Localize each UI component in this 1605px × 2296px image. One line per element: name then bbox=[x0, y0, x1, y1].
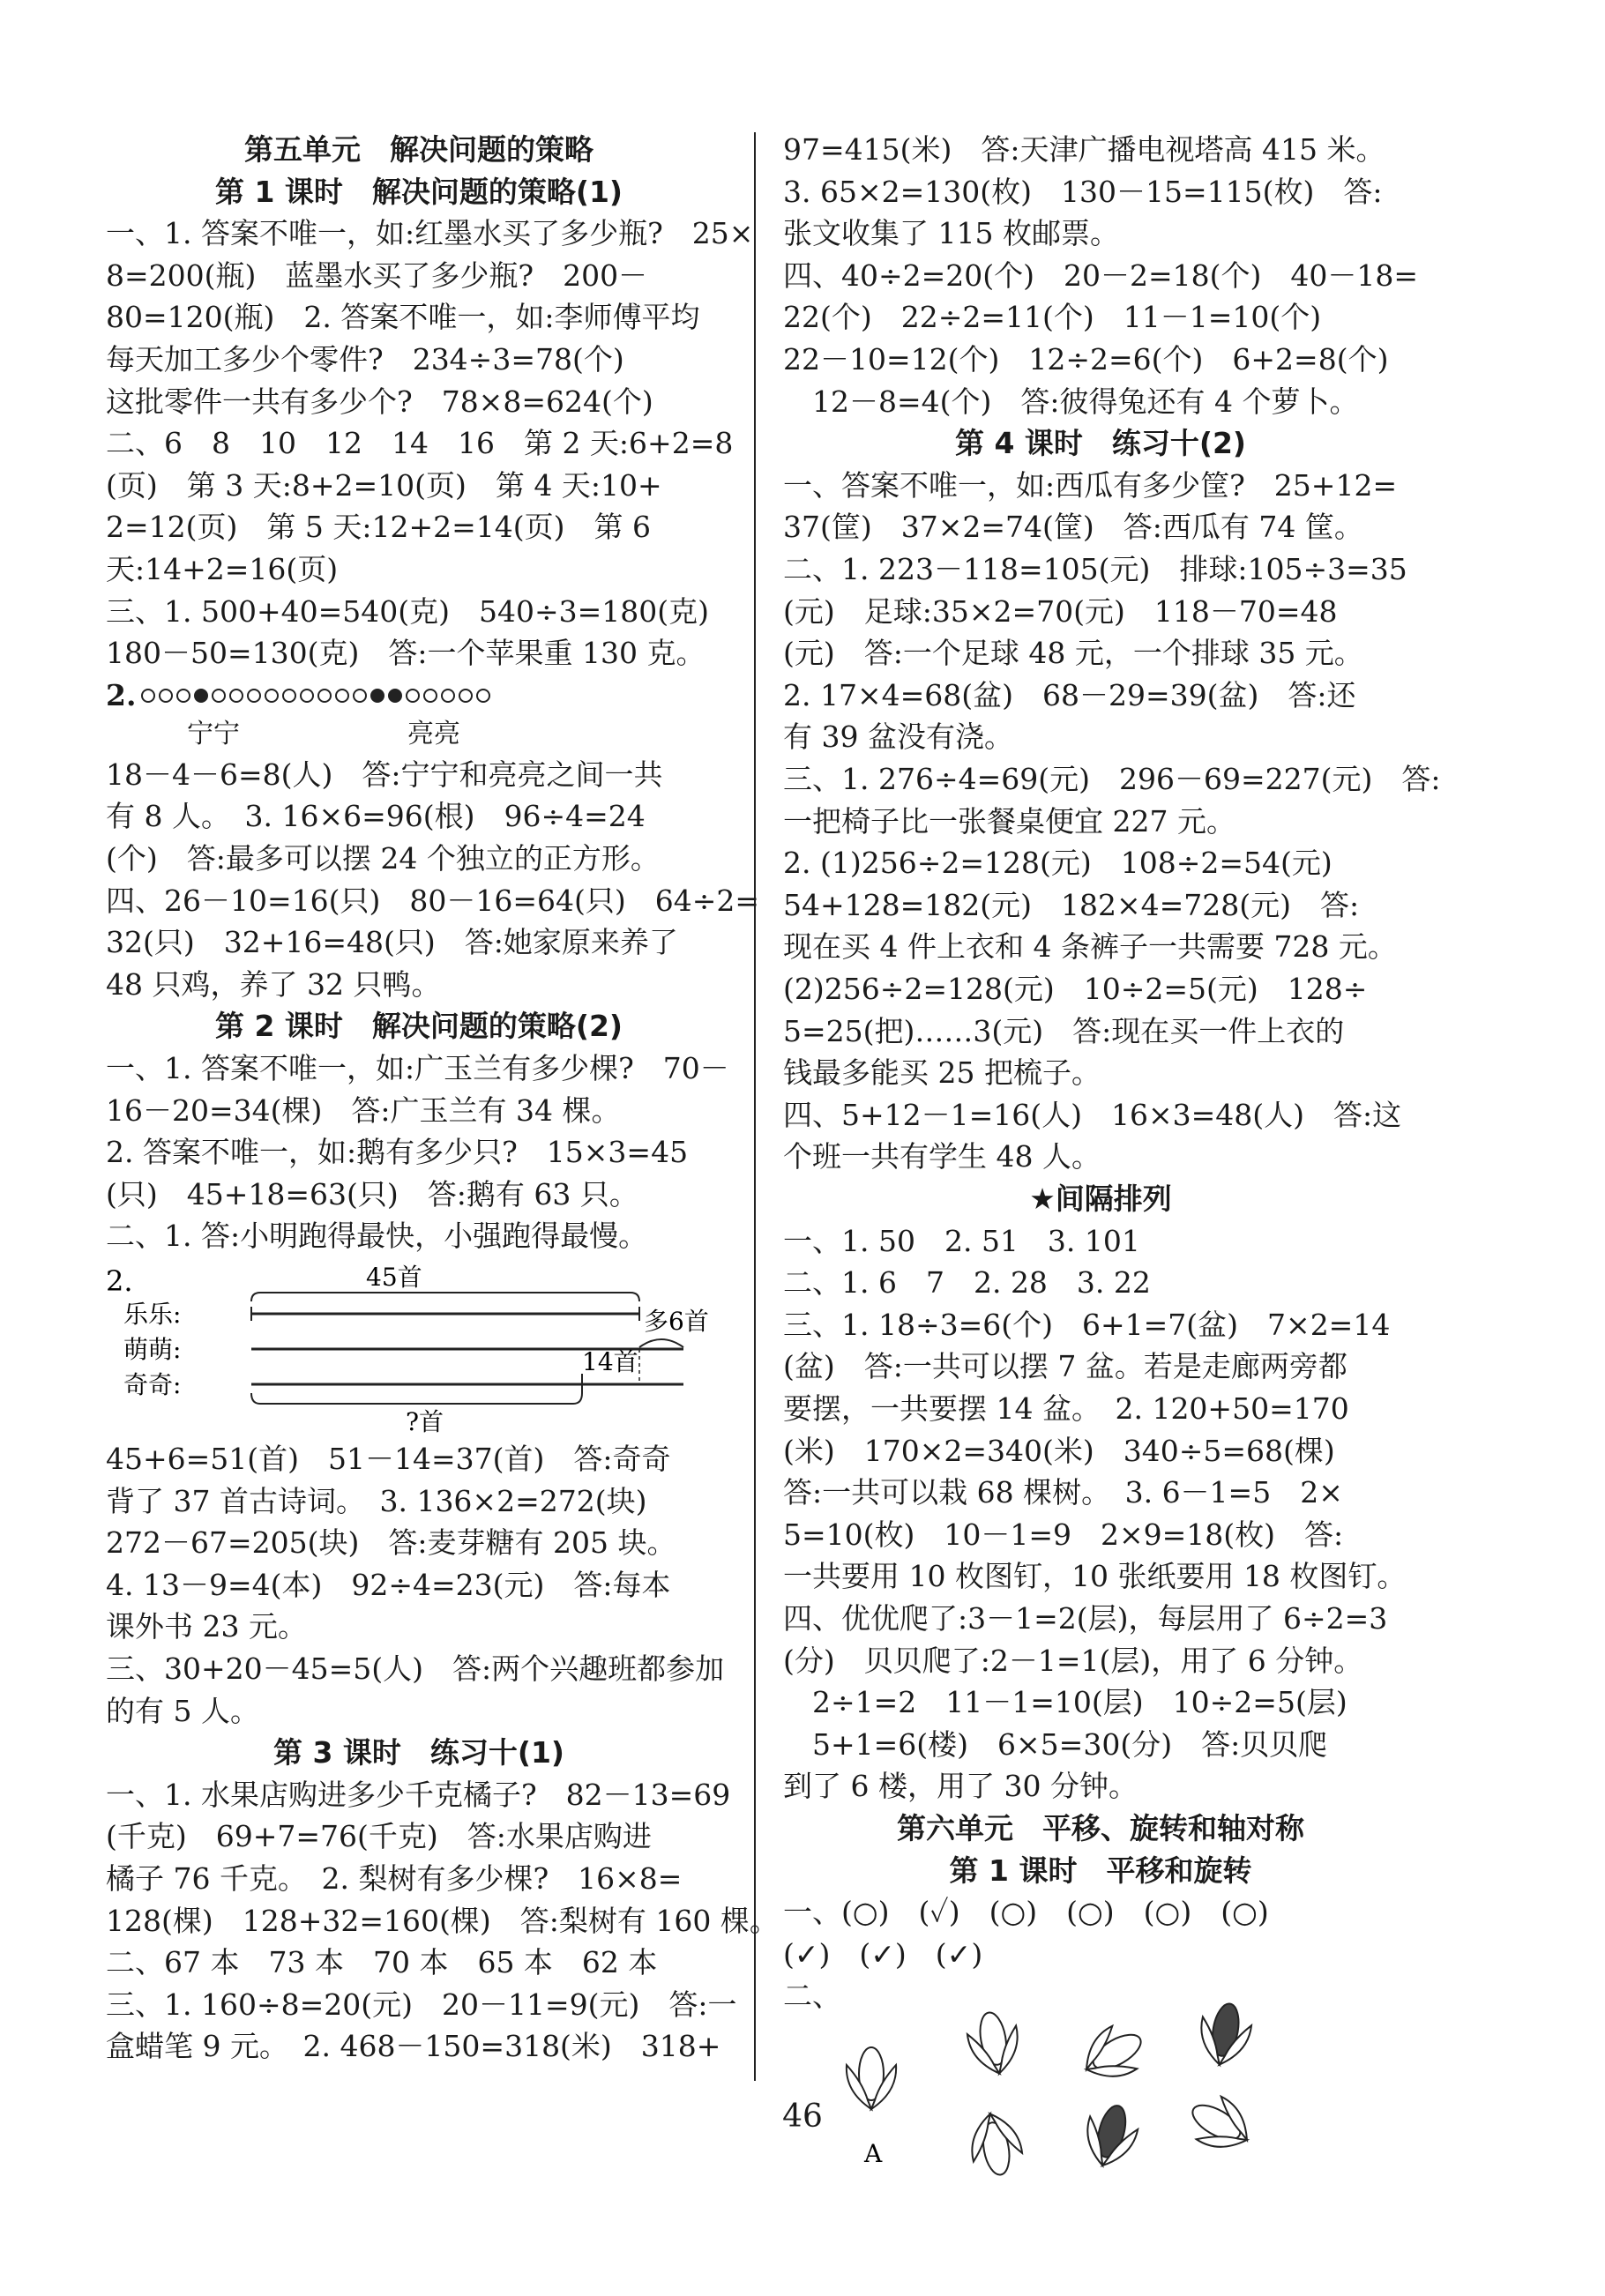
answer-line: (盆) 答:一共可以摆 7 盆。若是走廊两旁都 bbox=[783, 1349, 1347, 1384]
empty-circle bbox=[476, 689, 490, 703]
answer-line: 37(筐) 37×2=74(筐) 答:西瓜有 74 筐。 bbox=[783, 510, 1363, 545]
empty-circle bbox=[441, 689, 455, 703]
empty-circle bbox=[212, 689, 226, 703]
answer-line: 48 只鸡，养了 32 只鸭。 bbox=[106, 966, 441, 1002]
answer-line: 到了 6 楼，用了 30 分钟。 bbox=[783, 1769, 1138, 1804]
empty-circle bbox=[282, 689, 296, 703]
answer-line: (只) 45+18=63(只) 答:鹅有 63 只。 bbox=[106, 1176, 638, 1211]
question-number: 2. bbox=[106, 1264, 133, 1298]
answer-line: 4. 13－9=4(本) 92÷4=23(元) 答:每本 bbox=[106, 1567, 671, 1602]
answer-line: 一把椅子比一张餐桌便宜 227 元。 bbox=[783, 803, 1235, 839]
answer-line: 有 39 盆没有浇。 bbox=[783, 719, 1013, 755]
answer-line: 三、1. 160÷8=20(元) 20－11=9(元) 答:一 bbox=[106, 1987, 737, 2022]
answer-line: 二、67 本 73 本 70 本 65 本 62 本 bbox=[106, 1945, 658, 1980]
answer-line: 要摆，一共要摆 14 盆。 2. 120+50=170 bbox=[783, 1391, 1349, 1426]
name-label: 宁宁 bbox=[187, 718, 240, 749]
answer-line: 22(个) 22÷2=11(个) 11－1=10(个) bbox=[783, 300, 1322, 335]
answer-line: 三、1. 18÷3=6(个) 6+1=7(盆) 7×2=14 bbox=[783, 1307, 1391, 1342]
answer-line: 有 8 人。 3. 16×6=96(根) 96÷4=24 bbox=[106, 799, 646, 834]
answer-line: (2)256÷2=128(元) 10÷2=5(元) 128÷ bbox=[783, 972, 1368, 1006]
figure-label-a: A bbox=[864, 2139, 883, 2168]
answer-line: 45+6=51(首) 51－14=37(首) 答:奇奇 bbox=[106, 1442, 671, 1476]
answer-line: 二、 bbox=[783, 1979, 841, 2014]
answer-line: 答:一共可以栽 68 棵树。 3. 6－1=5 2× bbox=[783, 1475, 1343, 1510]
answer-line: 一共要用 10 枚图钉，10 张纸要用 18 枚图钉。 bbox=[783, 1559, 1407, 1594]
answer-line: 橘子 76 千克。 2. 梨树有多少棵? 16×8= bbox=[106, 1861, 683, 1896]
answer-line: 天:14+2=16(页) bbox=[106, 552, 339, 586]
answer-line: 5=10(枚) 10－1=9 2×9=18(枚) 答: bbox=[783, 1517, 1344, 1552]
answer-line: 每天加工多少个零件? 234÷3=78(个) bbox=[106, 342, 624, 376]
answer-line: 一、1. 答案不唯一，如:广玉兰有多少棵? 70－ bbox=[106, 1051, 729, 1085]
bottom-brace bbox=[251, 1393, 582, 1404]
empty-circle bbox=[406, 689, 420, 703]
empty-circle bbox=[229, 689, 243, 703]
answer-line: 三、30+20－45=5(人) 答:两个兴趣班都参加 bbox=[106, 1651, 725, 1686]
answer-line: (米) 170×2=340(米) 340÷5=68(棵) bbox=[783, 1433, 1335, 1468]
circle-sequence-figure bbox=[106, 678, 723, 749]
answer-line: 18－4－6=8(人) 答:宁宁和亮亮之间一共 bbox=[106, 757, 663, 792]
section-heading: 第 2 课时 解决问题的策略(2) bbox=[214, 1009, 623, 1044]
answer-line: (千克) 69+7=76(千克) 答:水果店购进 bbox=[106, 1819, 652, 1854]
answer-line: 5+1=6(楼) 6×5=30(分) 答:贝贝爬 bbox=[783, 1726, 1328, 1762]
page-number: 46 bbox=[782, 2098, 823, 2135]
answer-line: (分) 贝贝爬了:2－1=1(层)，用了 6 分钟。 bbox=[783, 1643, 1363, 1678]
empty-circle bbox=[247, 689, 261, 703]
total-label: 45首 bbox=[366, 1263, 422, 1292]
answer-line: 张文收集了 115 枚邮票。 bbox=[783, 216, 1119, 251]
answer-line: 这批零件一共有多少个? 78×8=624(个) bbox=[106, 384, 653, 419]
empty-circle bbox=[335, 689, 349, 703]
section-heading: 第六单元 平移、旋转和轴对称 bbox=[897, 1811, 1304, 1845]
row-label-lele: 乐乐: bbox=[123, 1300, 182, 1329]
answer-line: 二、1. 6 7 2. 28 3. 22 bbox=[783, 1265, 1151, 1301]
minus-label: 14首 bbox=[582, 1347, 638, 1376]
answer-line: 2. 答案不唯一，如:鹅有多少只? 15×3=45 bbox=[106, 1135, 689, 1170]
empty-circle bbox=[176, 689, 190, 703]
answer-line: 2. 17×4=68(盆) 68－29=39(盆) 答:还 bbox=[783, 677, 1356, 712]
answer-line: 钱最多能买 25 把梳子。 bbox=[783, 1055, 1101, 1091]
answer-line: 二、1. 答:小明跑得最快，小强跑得最慢。 bbox=[106, 1219, 648, 1254]
corn-icon bbox=[964, 2009, 1024, 2078]
answer-line: 一、答案不唯一，如:西瓜有多少筐? 25+12= bbox=[783, 467, 1398, 503]
empty-circle bbox=[265, 689, 279, 703]
empty-circle bbox=[317, 689, 332, 703]
answer-line: 三、1. 500+40=540(克) 540÷3=180(克) bbox=[106, 593, 710, 629]
top-brace bbox=[251, 1293, 639, 1301]
answer-line: (✓) (✓) (✓) bbox=[783, 1936, 983, 1972]
answer-line: 2. (1)256÷2=128(元) 108÷2=54(元) bbox=[783, 846, 1333, 881]
answer-line: 80=120(瓶) 2. 答案不唯一，如:李师傅平均 bbox=[106, 300, 700, 335]
answer-line: 三、1. 276÷4=69(元) 296－69=227(元) 答: bbox=[783, 762, 1441, 796]
answer-line: 32(只) 32+16=48(只) 答:她家原来养了 bbox=[106, 925, 678, 960]
diagram-svg bbox=[106, 1261, 723, 1437]
corn-icon bbox=[1074, 2017, 1153, 2091]
answer-line: 四、5+12－1=16(人) 16×3=48(人) 答:这 bbox=[783, 1097, 1402, 1132]
answer-line: 盒蜡笔 9 元。 2. 468－150=318(米) 318+ bbox=[106, 2029, 721, 2064]
answer-line: 课外书 23 元。 bbox=[106, 1609, 307, 1644]
answer-line: (页) 第 3 天:8+2=10(页) 第 4 天:10+ bbox=[106, 467, 662, 503]
more-brace bbox=[639, 1339, 683, 1347]
answer-line: 128(棵) 128+32=160(棵) 答:梨树有 160 棵。 bbox=[106, 1903, 779, 1938]
answer-line: (个) 答:最多可以摆 24 个独立的正方形。 bbox=[106, 841, 660, 876]
empty-circle bbox=[159, 689, 173, 703]
question-number: 2. bbox=[106, 677, 137, 712]
answer-line: 180－50=130(克) 答:一个苹果重 130 克。 bbox=[106, 636, 705, 671]
answer-line: 一、1. 答案不唯一，如:红墨水买了多少瓶? 25× bbox=[106, 216, 754, 251]
line-segment-diagram bbox=[106, 1261, 723, 1437]
filled-circle bbox=[194, 689, 208, 703]
empty-circle bbox=[141, 689, 155, 703]
filled-circle bbox=[388, 689, 402, 703]
answer-line: 一、1. 50 2. 51 3. 101 bbox=[783, 1223, 1140, 1258]
answer-line: 一、1. 水果店购进多少千克橘子? 82－13=69 bbox=[106, 1777, 731, 1812]
answer-line: 四、26－10=16(只) 80－16=64(只) 64÷2= bbox=[106, 883, 760, 918]
answer-line: 四、40÷2=20(个) 20－2=18(个) 40－18= bbox=[783, 257, 1419, 293]
filled-circle bbox=[370, 689, 384, 703]
section-heading: 第 1 课时 平移和旋转 bbox=[949, 1852, 1252, 1888]
section-heading: ★间隔排列 bbox=[1029, 1182, 1172, 1216]
column-divider bbox=[754, 132, 756, 2081]
answer-line: 二、6 8 10 12 14 16 第 2 天:6+2=8 bbox=[106, 426, 734, 461]
answer-line: 16－20=34(棵) 答:广玉兰有 34 棵。 bbox=[106, 1092, 621, 1128]
row-label-qiqi: 奇奇: bbox=[123, 1370, 182, 1399]
answer-line: 22－10=12(个) 12÷2=6(个) 6+2=8(个) bbox=[783, 342, 1389, 376]
answer-line: 5=25(把)……3(元) 答:现在买一件上衣的 bbox=[783, 1013, 1345, 1048]
row-label-mengmeng: 萌萌: bbox=[123, 1335, 182, 1364]
answer-line: 12－8=4(个) 答:彼得兔还有 4 个萝卜。 bbox=[783, 384, 1359, 419]
section-heading: 第 3 课时 练习十(1) bbox=[272, 1735, 565, 1770]
answer-line: 8=200(瓶) 蓝墨水买了多少瓶? 200－ bbox=[106, 257, 648, 293]
answer-line: 2÷1=2 11－1=10(层) 10÷2=5(层) bbox=[783, 1685, 1347, 1720]
section-heading: 第 1 课时 解决问题的策略(1) bbox=[214, 174, 623, 209]
answer-line: 背了 37 首古诗词。 3. 136×2=272(块) bbox=[106, 1483, 647, 1518]
answer-line: 个班一共有学生 48 人。 bbox=[783, 1139, 1101, 1174]
answer-line: 四、优优爬了:3－1=2(层)，每层用了 6÷2=3 bbox=[783, 1601, 1388, 1636]
answer-line: 272－67=205(块) 答:麦芽糖有 205 块。 bbox=[106, 1525, 676, 1561]
empty-circle bbox=[353, 689, 367, 703]
empty-circle bbox=[459, 689, 473, 703]
more-label: 多6首 bbox=[644, 1307, 709, 1336]
answer-line: 2=12(页) 第 5 天:12+2=14(页) 第 6 bbox=[106, 510, 651, 545]
unknown-label: ?首 bbox=[406, 1407, 444, 1436]
answer-line: 54+128=182(元) 182×4=728(元) 答: bbox=[783, 887, 1360, 922]
answer-line: (元) 答:一个足球 48 元，一个排球 35 元。 bbox=[783, 636, 1363, 671]
answer-line: 的有 5 人。 bbox=[106, 1693, 259, 1728]
empty-circle bbox=[423, 689, 437, 703]
answer-line: 一、(○) (✓) (○) (○) (○) (○) bbox=[783, 1895, 1269, 1930]
empty-circle bbox=[300, 689, 314, 703]
name-label: 亮亮 bbox=[407, 718, 460, 749]
section-heading: 第五单元 解决问题的策略 bbox=[244, 132, 593, 167]
answer-line: 现在买 4 件上衣和 4 条裤子一共需要 728 元。 bbox=[783, 929, 1397, 965]
answer-line: 二、1. 223－118=105(元) 排球:105÷3=35 bbox=[783, 552, 1407, 586]
section-heading: 第 4 课时 练习十(2) bbox=[954, 426, 1247, 461]
corn-icon bbox=[1195, 2000, 1255, 2069]
answer-line: 3. 65×2=130(枚) 130－15=115(枚) 答: bbox=[783, 174, 1383, 209]
answer-line: 97=415(米) 答:天津广播电视塔高 415 米。 bbox=[783, 132, 1385, 167]
corn-rotation-figure bbox=[818, 1986, 1383, 2188]
answer-line: (元) 足球:35×2=70(元) 118－70=48 bbox=[783, 593, 1338, 629]
